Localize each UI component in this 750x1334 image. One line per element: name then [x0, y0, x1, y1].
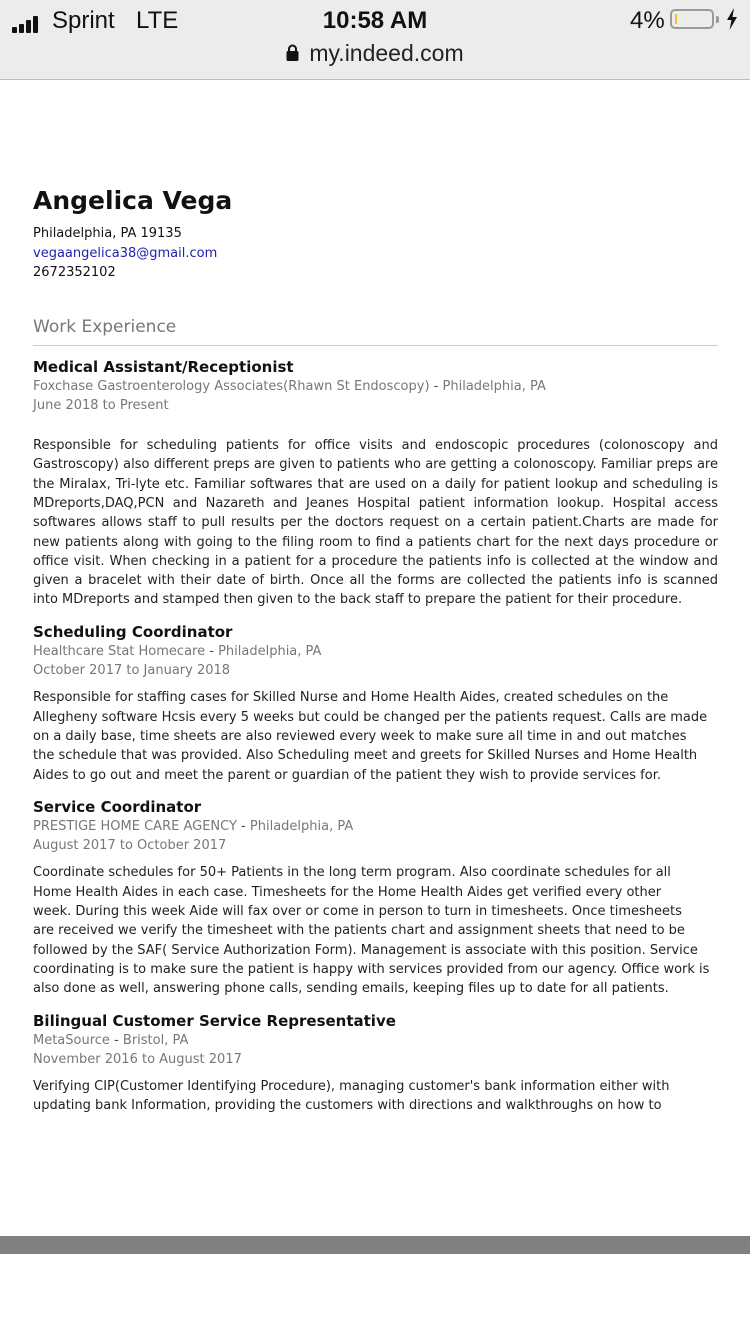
job-company-location [33, 642, 718, 661]
job-location: Philadelphia, PA [442, 378, 546, 394]
section-title-work-experience: Work Experience [33, 315, 718, 346]
job-dates: August 2017 to October 2017 [33, 838, 227, 854]
description-line: also done as well, answering phone calls, sending emails, keeping files up to date for all patients. [33, 981, 669, 997]
candidate-phone[interactable]: 2672352102 [33, 265, 116, 280]
job-title: Service Coordinator [33, 797, 202, 816]
job-company: MetaSource [33, 1032, 110, 1048]
job-entry [33, 1012, 718, 1116]
lock-icon [286, 44, 299, 61]
job-title: Medical Assistant/Receptionist [33, 357, 294, 376]
job-description: Responsible for scheduling patients for office visits and endoscopic procedures (colonoscopy and Gastroscopy) also different preps are given to patients who are getting a colonoscopy. Familiar preps are the Miralax, Tri-lyte etc. Familiar softwares that are used on a daily for patient lookup and scheduling is MDreports,DAQ,PCN and Nazareth and Jeanes Hospital patient information lookup. Hospital access softwares allows staff to pull results per the doctors request on a certain patient.Charts are made for new patients along with going to the filing room to find a patients chart for the next days procedure or office visit. When checking in a patient for a procedure the patients info is collected at the window and given a bracelet with their date of birth. Once all the forms are collected the patients info is scanned into MDreports and stamped then given to the back staff to prepare the patient for their procedure. [33, 438, 718, 608]
job-entry [33, 623, 718, 785]
description-line: week. During this week Aide will fax over or come in person to turn in timesheets. Once timesheets [33, 904, 682, 920]
job-dates: November 2016 to August 2017 [33, 1051, 242, 1067]
url-text: my.indeed.com [309, 40, 464, 66]
job-title: Bilingual Customer Service Representative [33, 1011, 396, 1030]
job-description [33, 688, 718, 784]
job-company-location [33, 377, 718, 396]
charging-bolt-icon [726, 8, 738, 30]
description-line: Home Health Aides in each case. Timesheets for the Home Health Aides get verified every other [33, 884, 662, 900]
carrier-label: Sprint [52, 7, 115, 34]
description-line: updating bank Information, providing the customers with directions and walkthroughs on how to [33, 1098, 662, 1114]
description-line: Allegheny software Hcsis every 5 weeks but could be changed per the patients request. Calls are made [33, 709, 708, 725]
page-bottom-divider [0, 1236, 750, 1254]
description-line: Verifying CIP(Customer Identifying Procedure), managing customer's bank information either with [33, 1079, 670, 1095]
job-location: Philadelphia, PA [218, 643, 322, 659]
job-description [33, 1077, 718, 1116]
separator: - [205, 643, 219, 659]
job-dates: June 2018 to Present [33, 397, 169, 413]
candidate-name: Angelica Vega [33, 186, 233, 215]
job-company: PRESTIGE HOME CARE AGENCY [33, 818, 237, 834]
separator: - [236, 818, 250, 834]
description-line: followed by the SAF( Service Authorization Form). Management is associate with this position. Service [33, 942, 698, 958]
description-line: coordinating is to make sure the patient is happy with services provided from our agency. Office work is [33, 961, 710, 977]
clock: 10:58 AM [322, 7, 428, 34]
resume-content [33, 184, 718, 1116]
job-company: Healthcare Stat Homecare [33, 643, 206, 659]
separator: - [429, 378, 443, 394]
description-line: the schedule that was provided. Also Scheduling meet and greets for Skilled Nurses and Home Health [33, 748, 698, 764]
contact-info [33, 224, 718, 283]
job-title: Scheduling Coordinator [33, 622, 233, 641]
description-line: Responsible for staffing cases for Skilled Nurse and Home Health Aides, created schedules on the [33, 690, 669, 706]
battery-icon [670, 9, 714, 29]
battery-percent: 4% [630, 7, 665, 34]
candidate-location: Philadelphia, PA 19135 [33, 226, 182, 241]
description-line: Coordinate schedules for 50+ Patients in the long term program. Also coordinate schedules for all [33, 865, 671, 881]
browser-top-bar [0, 0, 750, 80]
description-line: are received we verify the timesheet with the patients chart and assignment sheets that need to be [33, 923, 685, 939]
job-company-location [33, 817, 718, 836]
description-line: on a daily base, time sheets are also reviewed every week to make sure all time in and out matches [33, 728, 687, 744]
network-type: LTE [136, 7, 179, 34]
job-description [33, 863, 718, 998]
battery-tip [716, 16, 719, 23]
description-line: Aides to go out and meet the parent or guardian of the patient they wish to provide services for. [33, 767, 661, 783]
job-entry [33, 358, 718, 610]
job-location: Bristol, PA [122, 1032, 189, 1048]
job-location: Philadelphia, PA [249, 818, 354, 834]
job-company-location [33, 1031, 718, 1050]
status-bar [0, 6, 750, 36]
separator: - [109, 1032, 123, 1048]
job-company: Foxchase Gastroenterology Associates(Rhawn St Endoscopy) [33, 378, 430, 394]
candidate-email[interactable]: vegaangelica38@gmail.com [33, 245, 218, 261]
address-bar[interactable] [0, 40, 750, 67]
job-entry [33, 798, 718, 999]
job-dates: October 2017 to January 2018 [33, 663, 231, 679]
